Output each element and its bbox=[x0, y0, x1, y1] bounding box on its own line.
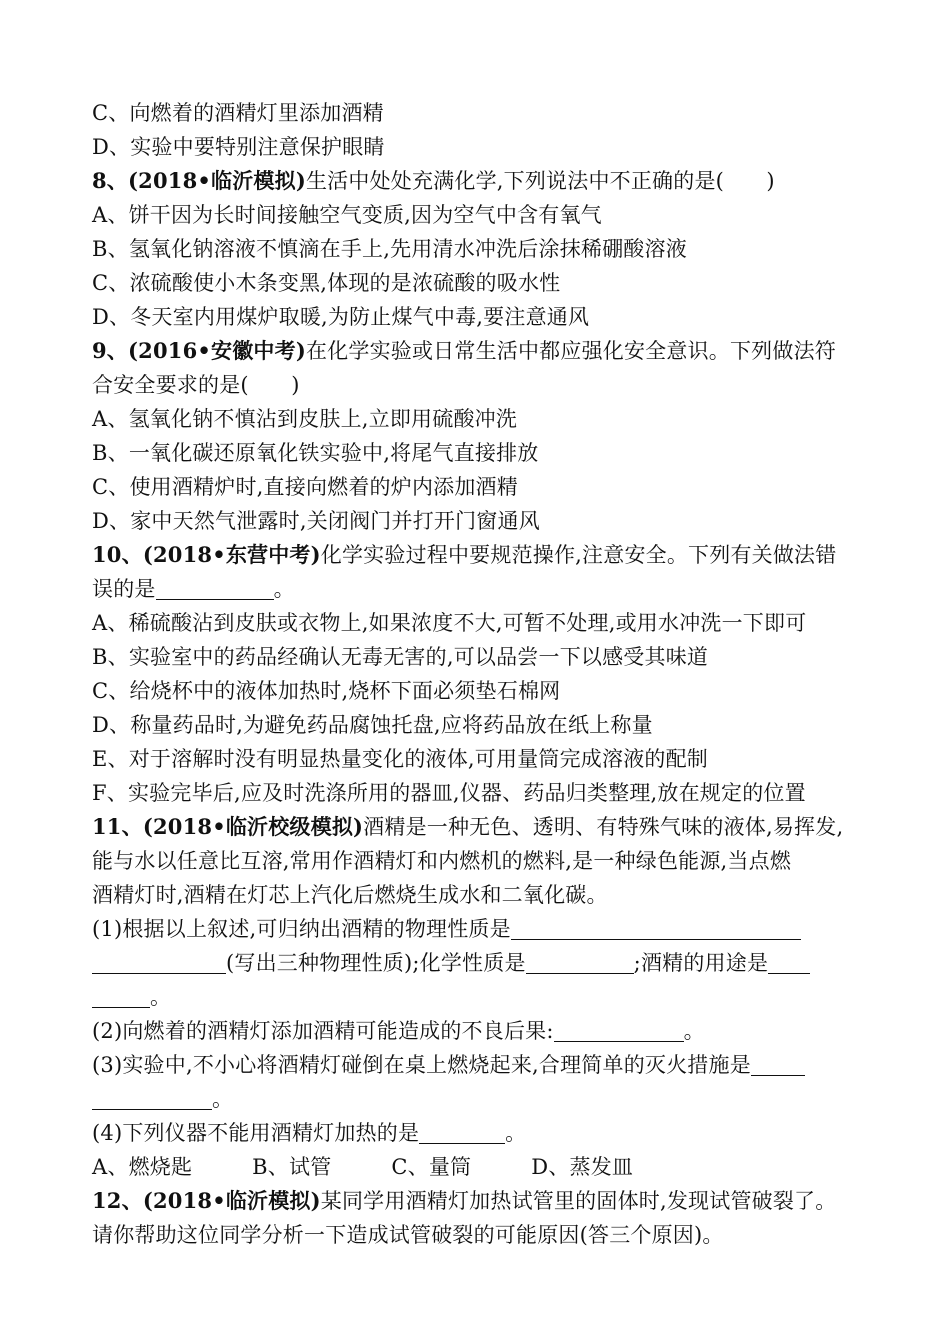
q10-text-2 bbox=[92, 572, 872, 606]
q11-part3-text: (3)实验中,不小心将酒精灯碰倒在桌上燃烧起来,合理简单的灭火措施是 bbox=[92, 1053, 751, 1077]
q11-part2-text: (2)向燃着的酒精灯添加酒精可能造成的不良后果: bbox=[92, 1019, 554, 1043]
q11-part1-blank-5[interactable] bbox=[92, 985, 150, 1008]
q7-option-d: D、实验中要特别注意保护眼睛 bbox=[92, 135, 385, 159]
q11-part1-chem-text: (写出三种物理性质);化学性质是 bbox=[226, 951, 526, 975]
q8-option-d: D、冬天室内用煤炉取暖,为防止煤气中毒,要注意通风 bbox=[92, 305, 590, 329]
q12-text-2: 请你帮助这位同学分析一下造成试管破裂的可能原因(答三个原因)。 bbox=[92, 1223, 724, 1247]
q12-source: (2018•临沂模拟) bbox=[142, 1188, 321, 1213]
q12-text-1: 某同学用酒精灯加热试管里的固体时,发现试管破裂了。 bbox=[320, 1189, 837, 1213]
q11-part4-end: 。 bbox=[505, 1121, 527, 1145]
q11-part4 bbox=[92, 1116, 872, 1150]
q11-choice-b: B、试管 bbox=[252, 1155, 332, 1179]
q9-source: (2016•安徽中考) bbox=[128, 338, 306, 363]
q11-choice-d: D、蒸发皿 bbox=[531, 1155, 634, 1179]
q8-option-a: A、饼干因为长时间接触空气变质,因为空气中含有氧气 bbox=[92, 203, 602, 227]
q9-number: 9、 bbox=[92, 338, 129, 363]
q9-text-1: 在化学实验或日常生活中都应强化安全意识。下列做法符 bbox=[305, 339, 836, 363]
q11-part1-blank-3[interactable] bbox=[526, 951, 634, 974]
q10-text-2a: 误的是 bbox=[92, 577, 156, 601]
q12-stem bbox=[92, 1184, 872, 1218]
q9-stem bbox=[92, 334, 872, 368]
q11-part3-blank-2[interactable] bbox=[92, 1087, 212, 1110]
q11-choices bbox=[92, 1150, 872, 1184]
q8-number: 8、 bbox=[92, 168, 129, 193]
q9-option-a: A、氢氧化钠不慎沾到皮肤上,立即用硫酸冲洗 bbox=[92, 407, 518, 431]
q10-text-2b: 。 bbox=[273, 577, 295, 601]
q11-part1-blank-1[interactable] bbox=[511, 917, 801, 940]
q10-source: (2018•东营中考) bbox=[142, 542, 321, 567]
q10-text-1: 化学实验过程中要规范操作,注意安全。下列有关做法错 bbox=[320, 543, 837, 567]
q11-part3-blank-1[interactable] bbox=[751, 1053, 805, 1076]
document-page bbox=[92, 96, 872, 1252]
q11-number: 11、 bbox=[92, 814, 143, 839]
q7-option-c: C、向燃着的酒精灯里添加酒精 bbox=[92, 101, 384, 125]
q11-part3-end: 。 bbox=[212, 1087, 234, 1111]
q10-option-f: F、实验完毕后,应及时洗涤所用的器皿,仪器、药品归类整理,放在规定的位置 bbox=[92, 781, 806, 805]
q10-stem bbox=[92, 538, 872, 572]
q11-part3-line2 bbox=[92, 1082, 872, 1116]
q11-part4-blank[interactable] bbox=[419, 1121, 505, 1144]
q11-part1-line3 bbox=[92, 980, 872, 1014]
q11-part1-text: (1)根据以上叙述,可归纳出酒精的物理性质是 bbox=[92, 917, 511, 941]
q11-text-1: 酒精是一种无色、透明、有特殊气味的液体,易挥发, bbox=[363, 815, 844, 839]
q11-text-2: 能与水以任意比互溶,常用作酒精灯和内燃机的燃料,是一种绿色能源,当点燃 bbox=[92, 849, 792, 873]
q11-part1-line1 bbox=[92, 912, 872, 946]
q11-part4-text: (4)下列仪器不能用酒精灯加热的是 bbox=[92, 1121, 420, 1145]
q9-option-d: D、家中天然气泄露时,关闭阀门并打开门窗通风 bbox=[92, 509, 540, 533]
q8-text: 生活中处处充满化学,下列说法中不正确的是( ) bbox=[305, 169, 775, 193]
q11-choice-c: C、量筒 bbox=[391, 1155, 472, 1179]
q10-option-c: C、给烧杯中的液体加热时,烧杯下面必须垫石棉网 bbox=[92, 679, 561, 703]
q11-part1-end: 。 bbox=[150, 985, 172, 1009]
q11-stem bbox=[92, 810, 872, 844]
q11-choice-a: A、燃烧匙 bbox=[92, 1155, 193, 1179]
q10-option-e: E、对于溶解时没有明显热量变化的液体,可用量筒完成溶液的配制 bbox=[92, 747, 709, 771]
q11-part3-line1 bbox=[92, 1048, 872, 1082]
q8-option-c: C、浓硫酸使小木条变黑,体现的是浓硫酸的吸水性 bbox=[92, 271, 561, 295]
q11-part1-use-text: ;酒精的用途是 bbox=[633, 951, 769, 975]
q8-option-b: B、氢氧化钠溶液不慎滴在手上,先用清水冲洗后涂抹稀硼酸溶液 bbox=[92, 237, 687, 261]
q10-option-d: D、称量药品时,为避免药品腐蚀托盘,应将药品放在纸上称量 bbox=[92, 713, 653, 737]
q10-option-b: B、实验室中的药品经确认无毒无害的,可以品尝一下以感受其味道 bbox=[92, 645, 709, 669]
q11-part2-blank[interactable] bbox=[554, 1019, 684, 1042]
q9-text-2: 合安全要求的是( ) bbox=[92, 373, 300, 397]
q11-part1-line2 bbox=[92, 946, 872, 980]
q10-option-a: A、稀硫酸沾到皮肤或衣物上,如果浓度不大,可暂不处理,或用水冲洗一下即可 bbox=[92, 611, 807, 635]
q10-answer-blank[interactable] bbox=[156, 577, 274, 600]
q11-part1-blank-2[interactable] bbox=[92, 951, 226, 974]
q11-source: (2018•临沂校级模拟) bbox=[142, 814, 364, 839]
q9-option-c: C、使用酒精炉时,直接向燃着的炉内添加酒精 bbox=[92, 475, 518, 499]
q12-number: 12、 bbox=[92, 1188, 143, 1213]
q9-option-b: B、一氧化碳还原氧化铁实验中,将尾气直接排放 bbox=[92, 441, 539, 465]
q11-part1-blank-4[interactable] bbox=[768, 951, 810, 974]
q11-part2-end: 。 bbox=[683, 1019, 705, 1043]
q10-number: 10、 bbox=[92, 542, 143, 567]
q11-text-3: 酒精灯时,酒精在灯芯上汽化后燃烧生成水和二氧化碳。 bbox=[92, 883, 608, 907]
q8-source: (2018•临沂模拟) bbox=[128, 168, 306, 193]
q11-part2 bbox=[92, 1014, 872, 1048]
q8-stem bbox=[92, 164, 872, 198]
